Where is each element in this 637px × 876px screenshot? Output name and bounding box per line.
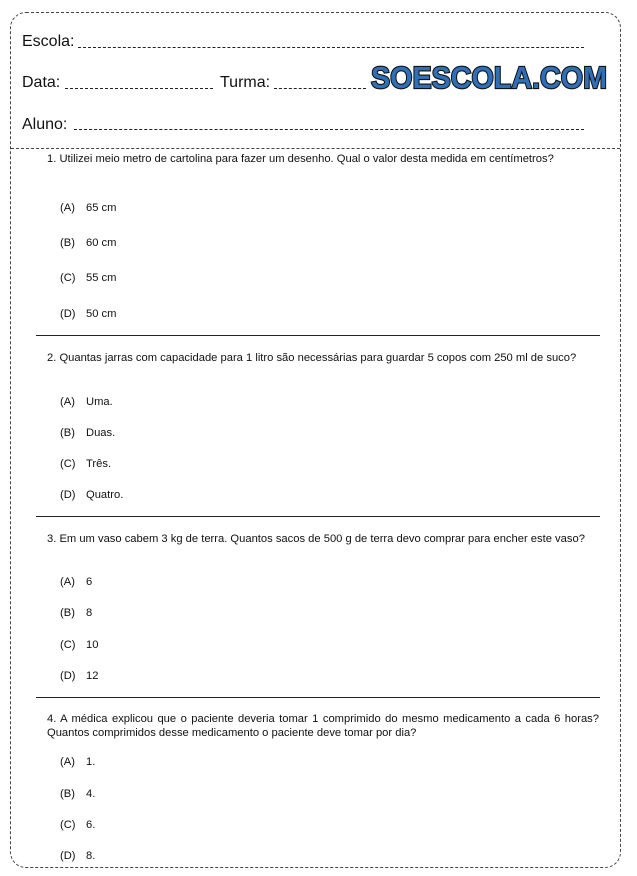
- logo-text: SOESCOLA.COM: [371, 60, 607, 95]
- question-text: 1. Utilizei meio metro de cartolina para fazer um desenho. Qual o valor desta medida em centímetros?: [47, 153, 554, 165]
- option-b[interactable]: [60, 606, 92, 620]
- option-text: 50 cm: [86, 308, 117, 320]
- option-c[interactable]: [60, 457, 111, 471]
- turma-label: Turma:: [220, 74, 271, 91]
- option-a[interactable]: [60, 201, 116, 215]
- soescola-logo: [368, 58, 610, 96]
- option-letter: (B): [60, 427, 75, 439]
- option-c[interactable]: [60, 638, 98, 652]
- option-b[interactable]: [60, 236, 116, 250]
- option-letter: (C): [60, 819, 76, 831]
- option-text: Três.: [86, 458, 112, 470]
- option-text: 8.: [86, 850, 96, 862]
- option-a[interactable]: [60, 395, 113, 409]
- option-letter: (A): [60, 756, 75, 768]
- option-c[interactable]: [60, 271, 116, 285]
- aluno-label: Aluno:: [22, 116, 68, 133]
- option-text: 12: [86, 670, 99, 682]
- question-text: 2. Quantas jarras com capacidade para 1 litro são necessárias para guardar 5 copos com 250 ml de suco?: [47, 352, 577, 364]
- question-text: 4. A médica explicou que o paciente deveria tomar 1 comprimido do mesmo medicamento a cada 6 horas? Quantos comprimidos desse medicamento o paciente deve tomar por dia?: [47, 713, 599, 740]
- option-a[interactable]: [60, 575, 92, 589]
- option-letter: (C): [60, 272, 76, 284]
- escola-field[interactable]: [78, 47, 584, 48]
- option-letter: (B): [60, 237, 75, 249]
- option-letter: (D): [60, 308, 76, 320]
- option-text: 1.: [86, 756, 96, 768]
- option-text: 4.: [86, 788, 96, 800]
- option-b[interactable]: [60, 426, 115, 440]
- option-letter: (D): [60, 489, 76, 501]
- option-letter: (D): [60, 670, 76, 682]
- question-separator: [36, 335, 600, 336]
- option-text: Duas.: [86, 427, 116, 439]
- escola-label: Escola:: [22, 33, 75, 50]
- option-b[interactable]: [60, 787, 95, 801]
- option-d[interactable]: [60, 488, 123, 502]
- question-separator: [36, 516, 600, 517]
- option-d[interactable]: [60, 669, 98, 683]
- option-c[interactable]: [60, 818, 95, 832]
- option-letter: (A): [60, 396, 75, 408]
- option-letter: (C): [60, 458, 76, 470]
- option-text: 6.: [86, 819, 96, 831]
- header-divider: [11, 148, 620, 149]
- data-label: Data:: [22, 74, 61, 91]
- turma-field[interactable]: [274, 88, 366, 89]
- option-text: 10: [86, 639, 99, 651]
- option-letter: (D): [60, 850, 76, 862]
- option-text: 6: [86, 576, 93, 588]
- option-text: 55 cm: [86, 272, 117, 284]
- option-letter: (A): [60, 202, 75, 214]
- option-text: 60 cm: [86, 237, 117, 249]
- option-text: 8: [86, 607, 93, 619]
- option-text: Quatro.: [86, 489, 124, 501]
- option-letter: (B): [60, 788, 75, 800]
- option-letter: (A): [60, 576, 75, 588]
- option-d[interactable]: [60, 307, 116, 321]
- option-a[interactable]: [60, 755, 95, 769]
- aluno-field[interactable]: [74, 129, 584, 130]
- option-text: Uma.: [86, 396, 113, 408]
- option-d[interactable]: [60, 849, 95, 863]
- option-letter: (B): [60, 607, 75, 619]
- option-text: 65 cm: [86, 202, 117, 214]
- option-letter: (C): [60, 639, 76, 651]
- question-text: 3. Em um vaso cabem 3 kg de terra. Quantos sacos de 500 g de terra devo comprar para encher este vaso?: [47, 533, 585, 545]
- data-field[interactable]: [65, 88, 213, 89]
- question-separator: [36, 697, 600, 698]
